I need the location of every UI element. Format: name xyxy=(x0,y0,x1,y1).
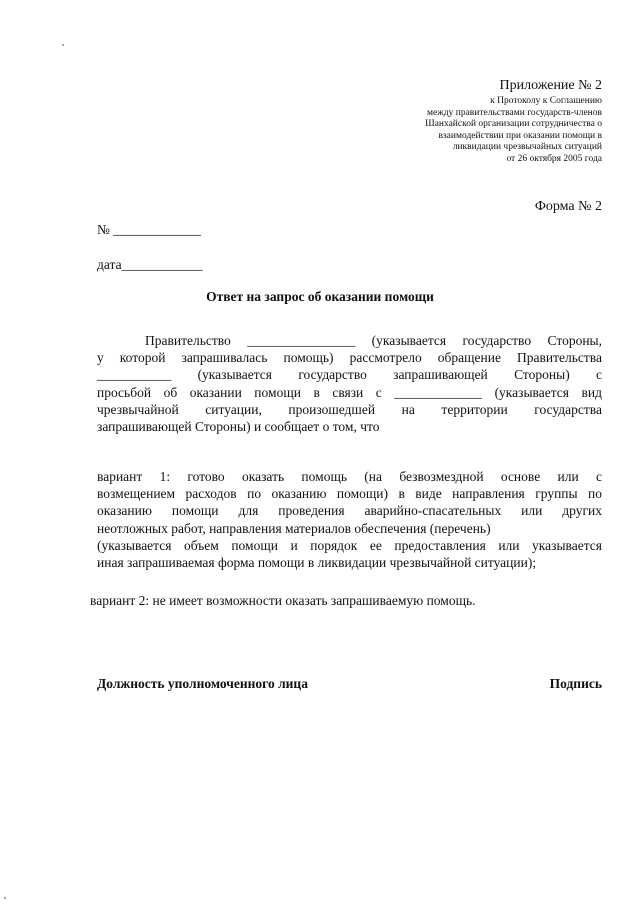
document-heading: Ответ на запрос об оказании помощи xyxy=(206,289,434,304)
paragraph-line: просьбой об оказании помощи в связи с _____________ (указывается вид xyxy=(97,384,602,400)
signature-label: Подпись xyxy=(549,676,602,691)
appendix-line: Шанхайской организации сотрудничества о xyxy=(425,119,602,130)
appendix-reference xyxy=(425,96,602,166)
option-2-paragraph: вариант 2: не имеет возможности оказать запрашиваемую помощь. xyxy=(90,593,476,608)
scan-speck xyxy=(4,897,6,899)
paragraph-line: иная запрашиваемая форма помощи в ликвидации чрезвычайной ситуации); xyxy=(97,555,537,571)
paragraph-line: запрашивающей Стороны) и сообщает о том, что xyxy=(97,419,380,435)
document-date-field: дата____________ xyxy=(97,257,203,272)
appendix-line: к Протоколу к Соглашению xyxy=(490,96,602,106)
document-number-field: № _____________ xyxy=(97,222,202,237)
paragraph-line: Правительство ________________ (указывается государство Стороны, xyxy=(145,333,602,348)
paragraph-line: неотложных работ, направления материалов обеспечения (перечень) xyxy=(97,520,491,536)
appendix-line: от 26 октября 2005 года xyxy=(506,153,602,164)
response-paragraph xyxy=(97,332,602,435)
paragraph-line: оказанию помощи для проведения аварийно-спасательных или других xyxy=(97,503,602,519)
appendix-line: взаимодействии при оказании помощи в xyxy=(438,130,602,141)
paragraph-line: у которой запрашивалась помощь) рассмотрело обращение Правительства xyxy=(97,350,602,366)
paragraph-line: (указывается объем помощи и порядок ее предоставления или указывается xyxy=(97,537,602,553)
appendix-line: между правительствами государств-членов xyxy=(427,107,602,118)
appendix-title: Приложение № 2 xyxy=(499,78,602,93)
paragraph-line: чрезвычайной ситуации, произошедшей на территории государства xyxy=(97,401,602,417)
paragraph-line: возмещением расходов по оказанию помощи) в виде направления группы по xyxy=(97,486,602,502)
option-1-paragraph xyxy=(97,468,602,571)
paragraph-line: вариант 1: готово оказать помощь (на безвозмездной основе или с xyxy=(97,469,602,484)
paragraph-line: ___________ (указывается государство запрашивающей Стороны) с xyxy=(97,367,602,383)
appendix-line: ликвидации чрезвычайных ситуаций xyxy=(452,142,602,153)
authorized-position-label: Должность уполномоченного лица xyxy=(97,676,308,691)
scan-speck xyxy=(62,44,64,46)
form-number: Форма № 2 xyxy=(534,199,602,214)
